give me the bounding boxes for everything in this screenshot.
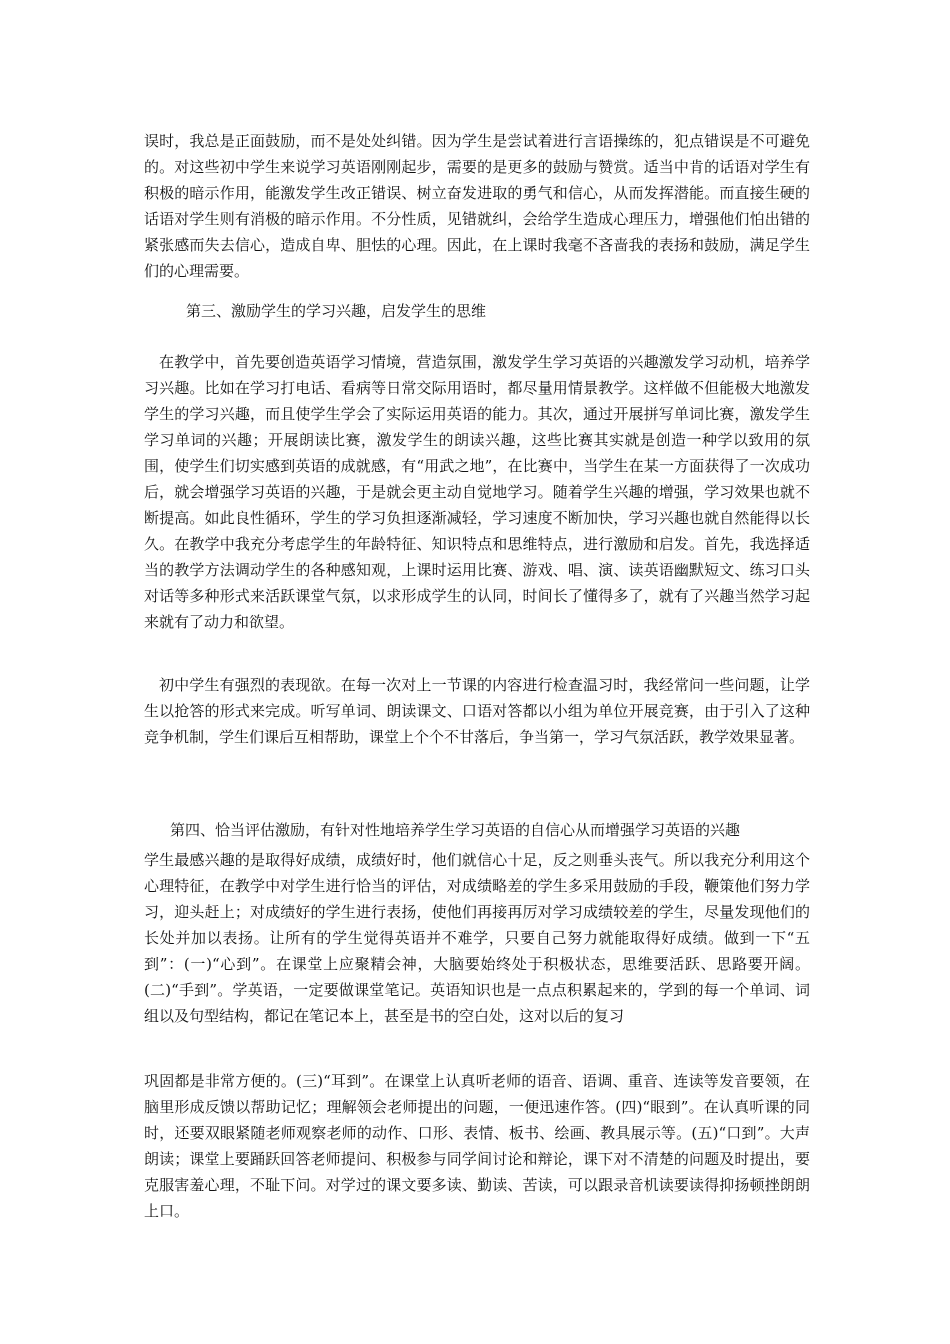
- paragraph-five-points: 巩固都是非常方便的。(三)“耳到”。在课堂上认真听老师的语音、语调、重音、连读等发音要领，在脑里形成反馈以帮助记忆；理解领会老师提出的问题，一便迅速作答。(四)“眼到”。在认真听课的同时，还要双眼紧随老师观察老师的动作、口形、表情、板书、绘画、教具展示等。(五)“口到”。大声朗读；课堂上要踊跃回答老师提问、积极参与同学间讨论和辩论，课下对不清楚的问题及时提出，要克服害羞心理，不耻下问。对学过的课文要多读、勤读、苦读，可以跟录音机读要读得抑扬顿挫朗朗上口。: [144, 1072, 810, 1220]
- paragraph-competition: 初中学生有强烈的表现欲。在每一次对上一节课的内容进行检查温习时，我经常问一些问题，让学生以抢答的形式来完成。听写单词、朗读课文、口语对答都以小组为单位开展竞赛，由于引入了这种竞争机制，学生们课后互相帮助，课堂上个个不甘落后，争当第一，学习气氛活跃，教学效果显著。: [144, 676, 810, 746]
- section-heading-three: 第三、激励学生的学习兴趣，启发学生的思维: [186, 302, 487, 320]
- paragraph-encouragement: 误时，我总是正面鼓励，而不是处处纠错。因为学生是尝试着进行言语操练的，犯点错误是不可避免的。对这些初中学生来说学习英语刚刚起步，需要的是更多的鼓励与赞赏。适当中肯的话语对学生有积极的暗示作用，能激发学生改正错误、树立奋发进取的勇气和信心，从而发挥潜能。而直接生硬的话语对学生则有消极的暗示作用。不分性质，见错就纠，会给学生造成心理压力，增强他们怕出错的紧张感而失去信心，造成自卑、胆怯的心理。因此，在上课时我毫不吝啬我的表扬和鼓励，满足学生们的心理需要。: [144, 132, 810, 280]
- paragraph-interest: 在教学中，首先要创造英语学习情境，营造氛围，激发学生学习英语的兴趣激发学习动机，培养学习兴趣。比如在学习打电话、看病等日常交际用语时，都尽量用情景教学。这样做不但能极大地激发学生的学习兴趣，而且使学生学会了实际运用英语的能力。其次，通过开展拼写单词比赛，激发学生学习单词的兴趣；开展朗读比赛，激发学生的朗读兴趣，这些比赛其实就是创造一种学以致用的氛围，使学生们切实感到英语的成就感，有“用武之地”，在比赛中，当学生在某一方面获得了一次成功后，就会增强学习英语的兴趣，于是就会更主动自觉地学习。随着学生兴趣的增强，学习效果也就不断提高。如此良性循环，学生的学习负担逐渐减轻，学习速度不断加快，学习兴趣也就自然能得以长久。在教学中我充分考虑学生的年龄特征、知识特点和思维特点，进行激励和启发。首先，我选择适当的教学方法调动学生的各种感知观，上课时运用比赛、游戏、唱、演、读英语幽默短文、练习口头对话等多种形式来活跃课堂气氛，以求形成学生的认同，时间长了懂得多了，就有了兴趣当然学习起来就有了动力和欲望。: [144, 353, 810, 631]
- paragraph-evaluation: 学生最感兴趣的是取得好成绩，成绩好时，他们就信心十足，反之则垂头丧气。所以我充分利用这个心理特征，在教学中对学生进行恰当的评估，对成绩略差的学生多采用鼓励的手段，鞭策他们努力学习，迎头赶上；对成绩好的学生进行表扬，使他们再接再厉对学习成绩较差的学生，尽量发现他们的长处并加以表扬。让所有的学生觉得英语并不难学，只要自己努力就能取得好成绩。做到一下“五到”：(一)“心到”。在课堂上应聚精会神，大脑要始终处于积极状态，思维要活跃、思路要开阔。(二)“手到”。学英语，一定要做课堂笔记。英语知识也是一点点积累起来的，学到的每一个单词、词组以及句型结构，都记在笔记本上，甚至是书的空白处，这对以后的复习: [144, 851, 810, 1025]
- section-heading-four: 第四、恰当评估激励，有针对性地培养学生学习英语的自信心从而增强学习英语的兴趣: [170, 821, 741, 839]
